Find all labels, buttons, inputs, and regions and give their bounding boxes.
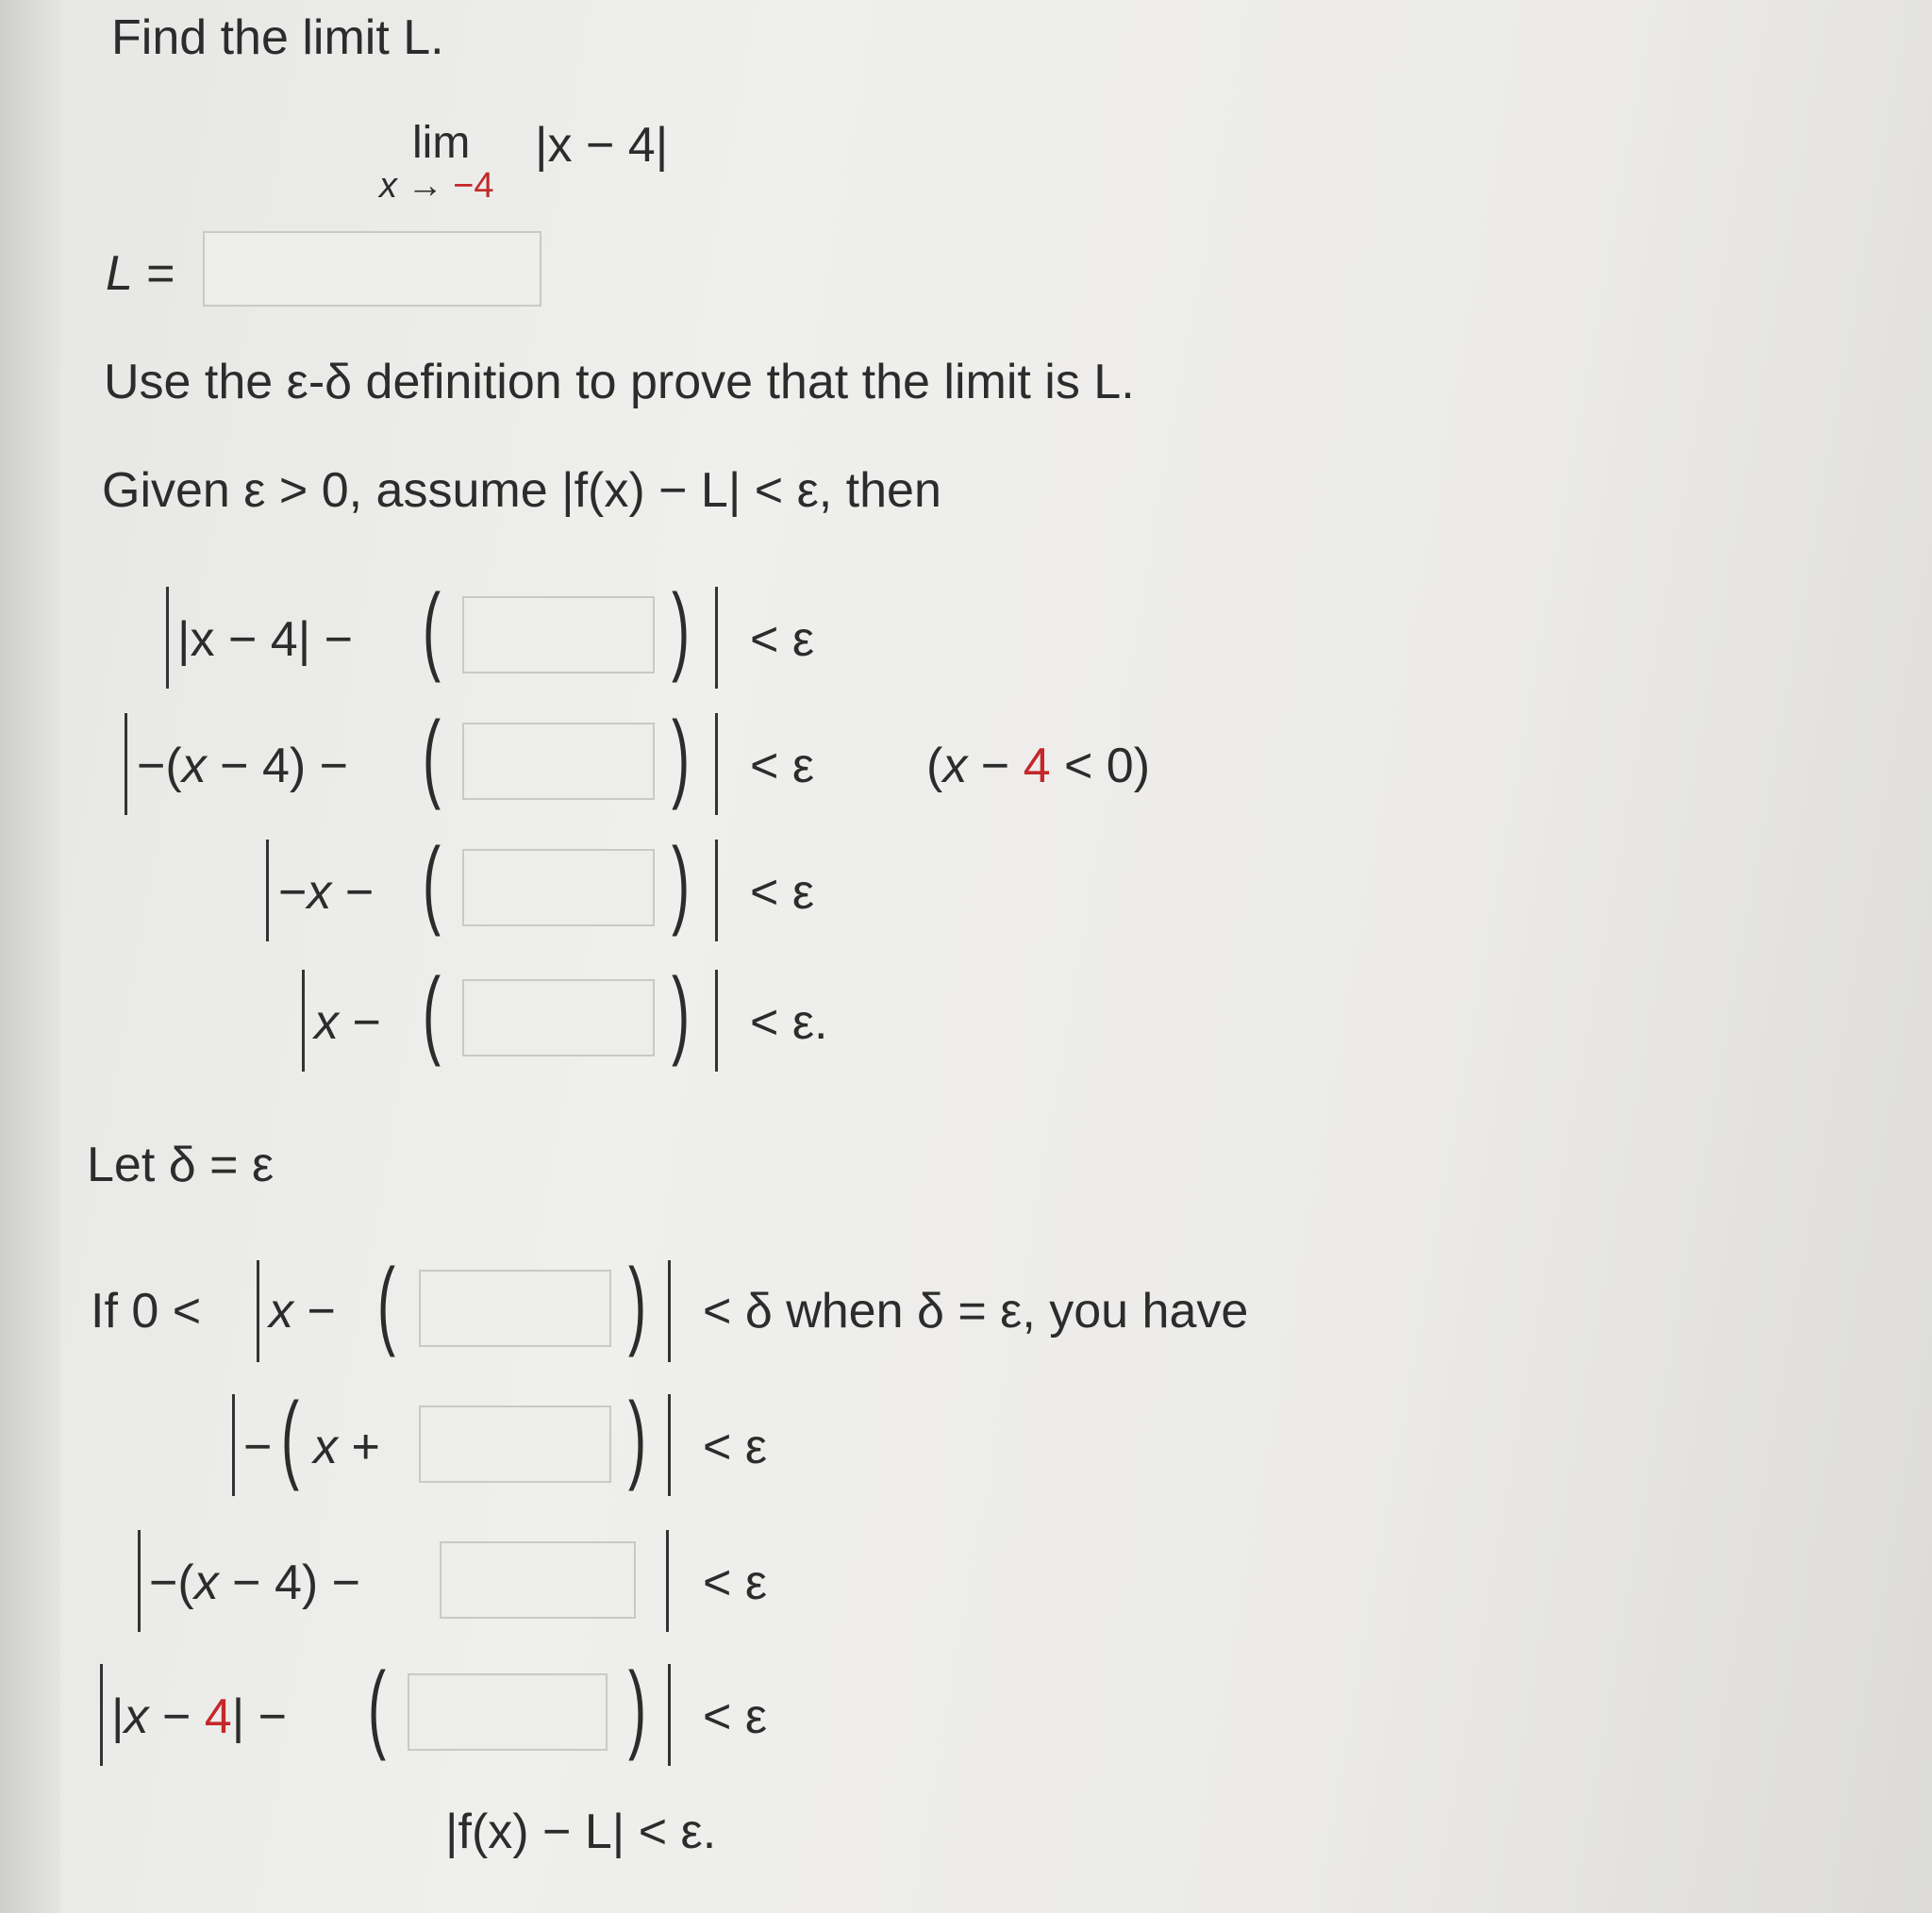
L-answer-input[interactable] [203,231,541,307]
s2-left: −(x − 4) − [149,1555,360,1610]
abs-bar-left [125,713,127,815]
given-statement: Given ε > 0, assume |f(x) − L| < ε, then [102,463,941,518]
s1-lt-eps: < ε [703,1420,767,1474]
if-prefix: If 0 < [91,1284,202,1339]
abs-bar-left [302,970,305,1072]
s1-x-plus: x + [313,1420,380,1474]
close-paren: ) [628,1383,647,1492]
lim-word: lim [412,118,471,168]
s3-lt-eps: < ε [703,1689,767,1744]
if-suffix: < δ when δ = ε, you have [703,1284,1249,1339]
prove-instruction: Use the ε-δ definition to prove that the limit is L. [104,355,1135,409]
abs-bar-right [715,970,718,1072]
s2-answer-input[interactable] [440,1541,636,1619]
if-row-answer-input[interactable] [419,1270,611,1347]
row1-answer-input[interactable] [462,596,655,674]
close-paren: ) [628,1249,647,1358]
abs-bar-left [232,1394,235,1496]
abs-bar-right [668,1664,671,1766]
abs-bar-right [715,713,718,815]
open-paren: ( [368,1653,387,1762]
open-paren: ( [423,702,441,811]
abs-bar-left [100,1664,103,1766]
row2-lt-eps: < ε [750,739,814,793]
open-paren: ( [423,574,441,684]
open-paren: ( [377,1249,396,1358]
let-delta: Let δ = ε [87,1138,275,1192]
s1-left: − [243,1420,273,1474]
abs-bar-right [666,1530,669,1632]
s3-answer-input[interactable] [408,1673,608,1751]
lim-subscript: x → −4 [379,166,494,206]
open-paren: ( [423,828,441,938]
row4-answer-input[interactable] [462,979,655,1056]
L-label: L = [106,246,175,301]
s3-left: |x − 4| − [111,1689,288,1744]
abs-bar-right [668,1394,671,1496]
close-paren: ) [672,958,691,1068]
close-paren: ) [672,702,691,811]
open-paren: ( [423,958,441,1068]
abs-bar-right [715,840,718,941]
abs-bar-left [266,840,269,941]
close-paren: ) [672,574,691,684]
row3-answer-input[interactable] [462,849,655,926]
row4-left: x − [314,995,381,1050]
close-paren: ) [628,1653,647,1762]
row2-answer-input[interactable] [462,723,655,800]
row4-lt-eps: < ε. [750,995,828,1050]
heading: Find the limit L. [111,10,444,65]
abs-bar-left [138,1530,141,1632]
abs-bar-right [668,1260,671,1362]
page-edge-shade [0,0,60,1913]
row1-left: |x − 4| − [177,612,354,667]
row2-condition-note: (x − 4 < 0) [926,739,1151,793]
row3-left: −x − [278,865,375,920]
row1-lt-eps: < ε [750,612,814,667]
row2-left: −(x − 4) − [137,739,348,793]
limit-function: |x − 4| [535,118,669,173]
s1-answer-input[interactable] [419,1406,611,1483]
row3-lt-eps: < ε [750,865,814,920]
close-paren: ) [672,828,691,938]
abs-bar-left [166,587,169,689]
abs-bar-left [257,1260,259,1362]
final-statement: |f(x) − L| < ε. [445,1805,717,1859]
open-paren: ( [281,1383,300,1492]
abs-bar-right [715,587,718,689]
if-x-minus: x − [269,1284,336,1339]
s2-lt-eps: < ε [703,1555,767,1610]
